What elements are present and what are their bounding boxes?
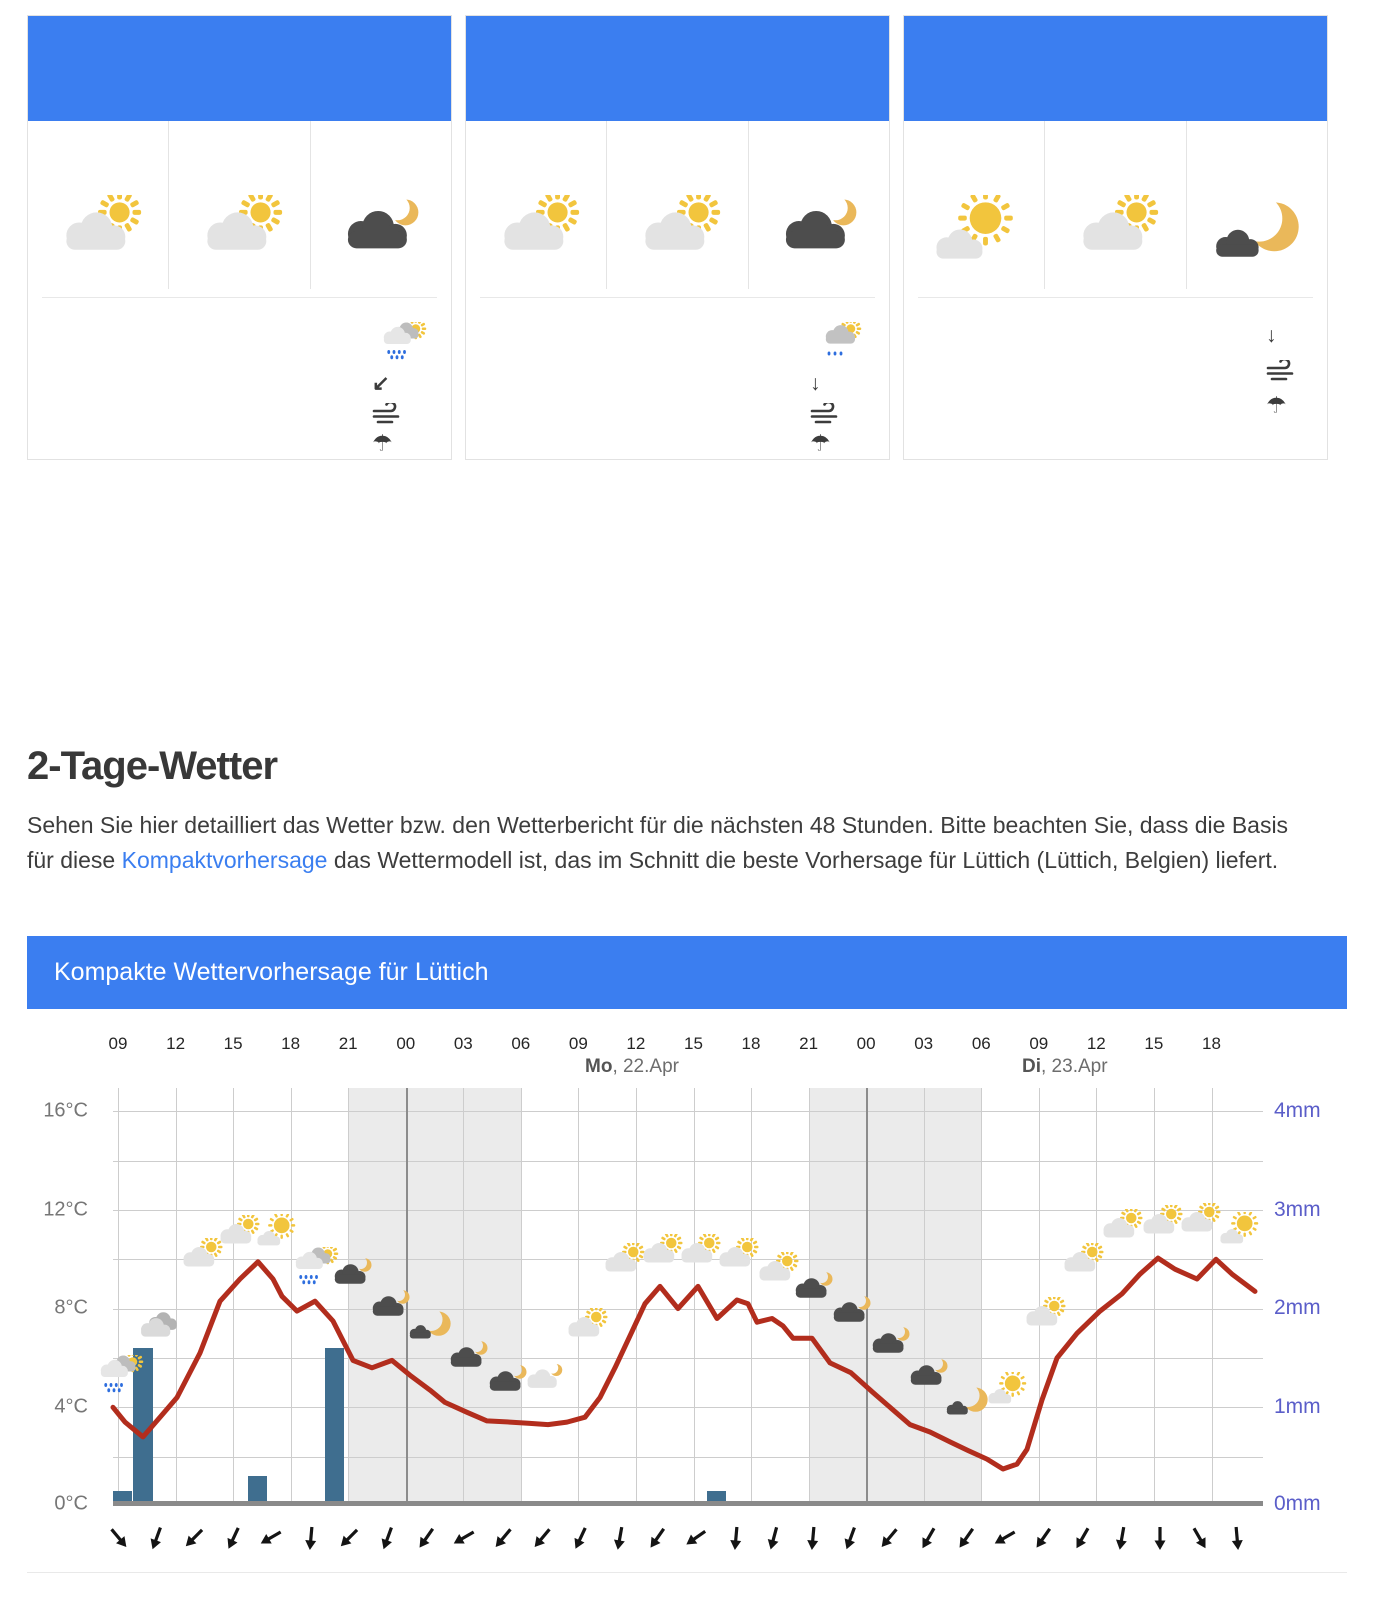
gridline-vertical xyxy=(924,1088,925,1505)
gridline-horizontal xyxy=(113,1309,1263,1310)
gridline-vertical xyxy=(291,1088,292,1505)
umbrella-icon: ☂ xyxy=(372,430,393,456)
gridline-horizontal xyxy=(113,1457,1263,1458)
wind-arrow xyxy=(757,1520,791,1554)
gridline-vertical xyxy=(521,1088,522,1505)
cloud-moon-icon xyxy=(521,1361,569,1405)
card-header xyxy=(28,16,451,121)
hour-label: 12 xyxy=(626,1034,646,1053)
day-marker: Di, 23.Apr xyxy=(1022,1056,1108,1077)
wind-arrow xyxy=(101,1520,135,1554)
risiko-rain-icon xyxy=(817,322,865,367)
wind-arrow xyxy=(371,1520,405,1554)
gridline-horizontal xyxy=(113,1210,1263,1211)
risiko-row xyxy=(372,322,427,367)
wind-arrow xyxy=(719,1520,753,1554)
gridline-vertical xyxy=(463,1088,464,1505)
wind-arrow xyxy=(178,1520,212,1554)
period-cell-vormittags xyxy=(28,121,168,289)
section-heading: 2-Tage-Wetter xyxy=(27,744,278,788)
wind-arrow xyxy=(680,1520,714,1554)
dark-cloud-moon-icon xyxy=(773,195,865,275)
period-cell-abends xyxy=(310,121,451,289)
cloud-sun-icon xyxy=(631,195,723,275)
gridline-vertical xyxy=(1154,1088,1155,1505)
wind-arrow xyxy=(526,1520,560,1554)
wind-arrow xyxy=(950,1520,984,1554)
wind-gust-icon xyxy=(372,403,402,425)
wind-arrow xyxy=(873,1520,907,1554)
sun-cloud-icon xyxy=(984,1372,1030,1414)
gray-clouds-icon xyxy=(136,1309,184,1353)
wind-arrow xyxy=(294,1520,328,1554)
period-icon-row xyxy=(904,121,1327,289)
cloud-sun-icon xyxy=(1069,195,1161,275)
temperature-block xyxy=(944,328,954,419)
period-cell-nachmittags xyxy=(168,121,309,289)
wind-arrow xyxy=(448,1520,482,1554)
gridline-vertical xyxy=(1096,1088,1097,1505)
chart-header-bar xyxy=(27,936,1347,1009)
wind-arrow xyxy=(1066,1520,1100,1554)
wind-gust-row xyxy=(810,400,865,427)
wind-arrow xyxy=(1182,1520,1216,1554)
cloud-sun-icon xyxy=(1174,1203,1222,1247)
day-card-heute[interactable] xyxy=(27,15,452,460)
wind-arrow xyxy=(834,1520,868,1554)
cloud-sun-icon xyxy=(490,195,582,275)
wind-arrow xyxy=(333,1520,367,1554)
hour-label: 03 xyxy=(453,1034,473,1053)
section-paragraph xyxy=(27,808,1307,878)
gridline-horizontal xyxy=(113,1407,1263,1408)
umbrella-icon: ☂ xyxy=(810,430,831,456)
gridline-vertical xyxy=(694,1088,695,1505)
wind-arrow xyxy=(1027,1520,1061,1554)
gridline-vertical xyxy=(1212,1088,1213,1505)
card-details xyxy=(904,298,1327,419)
wind-precip-block xyxy=(372,322,427,457)
wind-arrow xyxy=(641,1520,675,1554)
risiko-row xyxy=(810,322,865,367)
wind-arrow xyxy=(912,1520,946,1554)
wind-precip-block xyxy=(1266,322,1303,419)
wind-direction-icon: ↓ xyxy=(1266,323,1277,347)
card-header xyxy=(904,16,1327,121)
wind-direction-row xyxy=(810,370,865,397)
temp-axis-label: 0°C xyxy=(54,1492,88,1515)
wind-arrow xyxy=(989,1520,1023,1554)
wind-direction-icon: ↙ xyxy=(372,372,390,395)
wind-precip-block xyxy=(810,322,865,457)
umbrella-icon: ☂ xyxy=(1266,392,1287,418)
wind-arrow xyxy=(140,1520,174,1554)
gridline-vertical xyxy=(118,1088,119,1505)
gridline-vertical xyxy=(176,1088,177,1505)
temp-axis-label: 4°C xyxy=(54,1395,88,1418)
hour-label: 09 xyxy=(568,1034,588,1053)
card-header xyxy=(466,16,889,121)
temperature-block xyxy=(68,328,78,457)
period-cell-nachmittags xyxy=(606,121,747,289)
gridline-horizontal xyxy=(113,1111,1263,1112)
precip-bar xyxy=(325,1348,344,1501)
precip-row xyxy=(810,430,865,457)
gridline-vertical xyxy=(751,1088,752,1505)
precip-axis-label: 4mm xyxy=(1274,1099,1321,1122)
cloud-sun-icon xyxy=(561,1308,609,1352)
card-details xyxy=(28,298,451,457)
precip-row xyxy=(1266,392,1303,419)
temp-axis-label: 12°C xyxy=(43,1198,88,1221)
rain-sun-cloud-icon xyxy=(96,1355,144,1399)
wind-arrow xyxy=(487,1520,521,1554)
hour-label: 06 xyxy=(511,1034,531,1053)
paragraph-text-1: Sehen Sie hier detailliert das Wetter bzw. den Wetterbericht für die nächsten 48 Stunden. Bitte beachten Sie, dass die Basis für diese xyxy=(27,812,1289,873)
dark-cloud-moon-icon xyxy=(335,195,427,275)
sun-cloud-icon xyxy=(928,195,1020,275)
wind-gust-row xyxy=(1266,357,1303,384)
gridline-vertical xyxy=(233,1088,234,1505)
hour-label: 09 xyxy=(108,1034,128,1053)
day-marker: Mo, 22.Apr xyxy=(585,1056,679,1077)
precip-axis-label: 2mm xyxy=(1274,1296,1321,1319)
wind-gust-icon xyxy=(1266,360,1296,382)
wind-direction-row xyxy=(372,370,427,397)
chart-header-title: Kompakte Wettervorhersage für Lüttich xyxy=(54,958,489,986)
wind-direction-icon: ↓ xyxy=(810,371,821,395)
hour-label: 18 xyxy=(741,1034,761,1053)
temp-axis-label: 16°C xyxy=(43,1099,88,1122)
hour-label: 00 xyxy=(396,1034,416,1053)
day-card-dienstag[interactable] xyxy=(903,15,1328,460)
period-cell-abends xyxy=(748,121,889,289)
wind-arrow xyxy=(217,1520,251,1554)
precip-bar xyxy=(248,1476,267,1501)
hour-label: 12 xyxy=(166,1034,186,1053)
wind-gust-icon xyxy=(810,403,840,425)
period-icon-row xyxy=(28,121,451,289)
period-cell-vormittags xyxy=(904,121,1044,289)
period-cell-abends xyxy=(1186,121,1327,289)
wind-arrow xyxy=(1220,1520,1254,1554)
wind-arrow xyxy=(1143,1520,1177,1554)
wind-arrow xyxy=(564,1520,598,1554)
wind-arrow xyxy=(1105,1520,1139,1554)
hour-label: 12 xyxy=(1086,1034,1106,1053)
hour-label: 15 xyxy=(223,1034,243,1053)
hour-label: 15 xyxy=(1144,1034,1164,1053)
gridline-horizontal xyxy=(113,1358,1263,1359)
precip-axis-label: 1mm xyxy=(1274,1395,1321,1418)
wind-direction-row xyxy=(1266,322,1303,349)
gridline-vertical xyxy=(636,1088,637,1505)
wind-arrow xyxy=(603,1520,637,1554)
hour-label: 09 xyxy=(1029,1034,1049,1053)
precip-row xyxy=(372,430,427,457)
period-cell-nachmittags xyxy=(1044,121,1185,289)
bottom-divider xyxy=(27,1572,1347,1573)
gridline-vertical xyxy=(578,1088,579,1505)
temp-axis-label: 8°C xyxy=(54,1296,88,1319)
day-card-morgen[interactable] xyxy=(465,15,890,460)
zero-baseline xyxy=(113,1501,1263,1506)
hour-label: 18 xyxy=(281,1034,301,1053)
gridline-horizontal xyxy=(113,1161,1263,1162)
kompaktvorhersage-link[interactable]: Kompaktvorhersage xyxy=(121,847,328,873)
wind-gust-row xyxy=(372,400,427,427)
wind-arrow xyxy=(796,1520,830,1554)
precip-bar xyxy=(707,1491,726,1501)
wind-arrow xyxy=(255,1520,289,1554)
precip-axis-label: 3mm xyxy=(1274,1198,1321,1221)
hour-label: 03 xyxy=(914,1034,934,1053)
gridline-vertical xyxy=(981,1088,982,1505)
period-cell-vormittags xyxy=(466,121,606,289)
precip-axis-label: 0mm xyxy=(1274,1492,1321,1515)
hour-label: 18 xyxy=(1202,1034,1221,1053)
wind-arrow xyxy=(410,1520,444,1554)
sun-cloud-icon xyxy=(1216,1212,1262,1254)
period-icon-row xyxy=(466,121,889,289)
hour-label: 15 xyxy=(684,1034,703,1053)
temperature-block xyxy=(506,328,516,457)
moon-dark-cloud-icon xyxy=(1211,195,1303,275)
hour-label: 00 xyxy=(856,1034,876,1053)
card-details xyxy=(466,298,889,457)
hour-label: 21 xyxy=(799,1034,819,1053)
risiko-rain-icon xyxy=(379,322,427,367)
precip-bar xyxy=(113,1491,132,1501)
cloud-sun-icon xyxy=(52,195,144,275)
cloud-sun-icon xyxy=(1019,1297,1067,1341)
hour-label: 21 xyxy=(338,1034,358,1053)
hour-label: 06 xyxy=(971,1034,991,1053)
paragraph-text-2: das Wettermodell ist, das im Schnitt die beste Vorhersage für Lüttich (Lüttich, Belgien) liefert. xyxy=(327,847,1279,873)
cloud-sun-icon xyxy=(193,195,285,275)
